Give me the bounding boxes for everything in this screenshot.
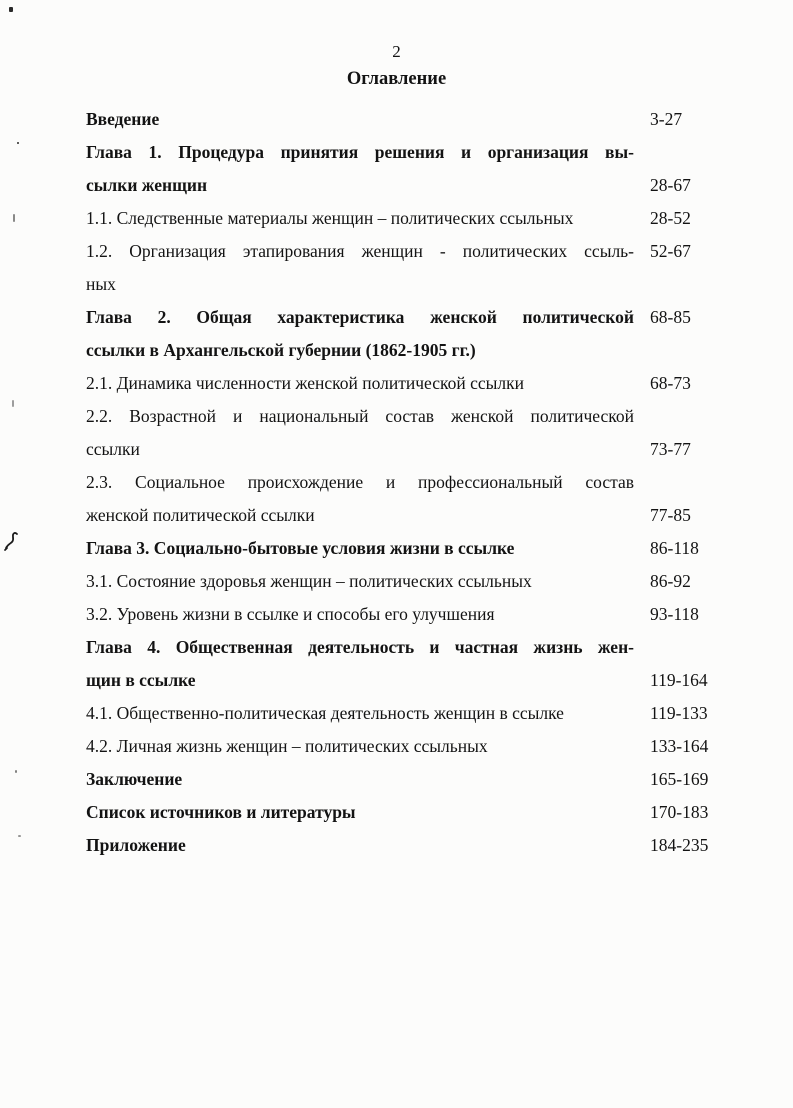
toc-entry-pages: 73-77: [650, 439, 691, 459]
scan-speck: [18, 835, 21, 837]
toc-entry-label: Введение: [86, 109, 160, 129]
toc-entry-label: ссылки в Архангельской губернии (1862-1905 гг.): [86, 340, 476, 360]
toc-entry-label: 2.3. Социальное происхождение и профессиональный состав: [86, 472, 634, 492]
toc-entry-pages: 68-73: [650, 373, 691, 393]
toc-entry-pages: 68-85: [650, 307, 691, 327]
scan-speck: [17, 142, 19, 144]
toc-entry-row: [86, 466, 709, 499]
toc-entry-row: [86, 235, 709, 268]
page-number: 2: [392, 42, 401, 61]
toc-entry-pages: 28-52: [650, 208, 691, 228]
toc-entry-label: 1.2. Организация этапирования женщин - политических ссыль-: [86, 241, 634, 261]
toc-entry-label: ссылки: [86, 439, 140, 459]
scan-speck: [15, 770, 17, 773]
toc-entry-row: [86, 631, 709, 664]
toc-entry-row: [86, 697, 709, 730]
toc-entry-label: Заключение: [86, 769, 183, 789]
toc-entry-label: 2.1. Динамика численности женской политической ссылки: [86, 373, 525, 393]
toc-entry-row: [86, 400, 709, 433]
toc-entry-row: [86, 565, 709, 598]
toc-entry-row: [86, 763, 709, 796]
toc-entry-pages: 93-118: [650, 604, 699, 624]
toc-entry-row: [86, 367, 709, 400]
toc-entry-pages: 170-183: [650, 802, 709, 822]
toc-entry-label: женской политической ссылки: [86, 505, 315, 525]
toc-entry-label: Глава 2. Общая характеристика женской политической: [86, 307, 634, 327]
toc-list: [86, 103, 709, 862]
toc-entry-row: [86, 169, 709, 202]
toc-entry-row: [86, 301, 709, 334]
toc-entry-row: [86, 829, 709, 862]
toc-entry-label: щин в ссылке: [86, 670, 196, 690]
toc-entry-label: 4.1. Общественно-политическая деятельность женщин в ссылке: [86, 703, 564, 723]
toc-entry-pages: 86-118: [650, 538, 699, 558]
toc-entry-row: [86, 136, 709, 169]
toc-entry-label: 1.1. Следственные материалы женщин – политических ссыльных: [86, 208, 574, 228]
toc-entry-row: [86, 268, 709, 301]
toc-entry-pages: 28-67: [650, 175, 691, 195]
toc-entry-label: Список источников и литературы: [86, 802, 356, 822]
toc-entry-row: [86, 103, 709, 136]
scan-speck: [9, 7, 13, 12]
toc-entry-row: [86, 499, 709, 532]
toc-entry-pages: 119-164: [650, 670, 708, 690]
toc-entry-row: [86, 532, 709, 565]
toc-entry-label: Приложение: [86, 835, 186, 855]
toc-entry-label: 4.2. Личная жизнь женщин – политических ссыльных: [86, 736, 488, 756]
toc-entry-pages: 52-67: [650, 241, 691, 261]
scan-speck: [12, 400, 14, 407]
toc-entry-row: [86, 433, 709, 466]
toc-entry-label: сылки женщин: [86, 175, 208, 195]
ink-mark-artifact: [3, 528, 19, 554]
toc-entry-label: 2.2. Возрастной и национальный состав женской политической: [86, 406, 634, 426]
toc-entry-label: Глава 1. Процедура принятия решения и организация вы-: [86, 142, 634, 162]
toc-entry-row: [86, 334, 709, 367]
toc-entry-pages: 133-164: [650, 736, 709, 756]
toc-entry-label: 3.2. Уровень жизни в ссылке и способы его улучшения: [86, 604, 495, 624]
toc-entry-pages: 184-235: [650, 835, 709, 855]
toc-entry-row: [86, 664, 709, 697]
toc-entry-label: 3.1. Состояние здоровья женщин – политических ссыльных: [86, 571, 532, 591]
toc-entry-pages: 86-92: [650, 571, 691, 591]
toc-entry-label: Глава 3. Социально-бытовые условия жизни в ссылке: [86, 538, 515, 558]
toc-entry-pages: 3-27: [650, 109, 683, 129]
toc-title: Оглавление: [346, 69, 447, 89]
toc-entry-label: ных: [86, 274, 116, 294]
toc-entry-label: Глава 4. Общественная деятельность и частная жизнь жен-: [86, 637, 634, 657]
toc-entry-row: [86, 796, 709, 829]
scan-speck: [13, 214, 15, 222]
toc-entry-pages: 165-169: [650, 769, 709, 789]
toc-entry-row: [86, 598, 709, 631]
toc-entry-row: [86, 730, 709, 763]
toc-entry-row: [86, 202, 709, 235]
toc-entry-pages: 77-85: [650, 505, 691, 525]
toc-entry-pages: 119-133: [650, 703, 708, 723]
